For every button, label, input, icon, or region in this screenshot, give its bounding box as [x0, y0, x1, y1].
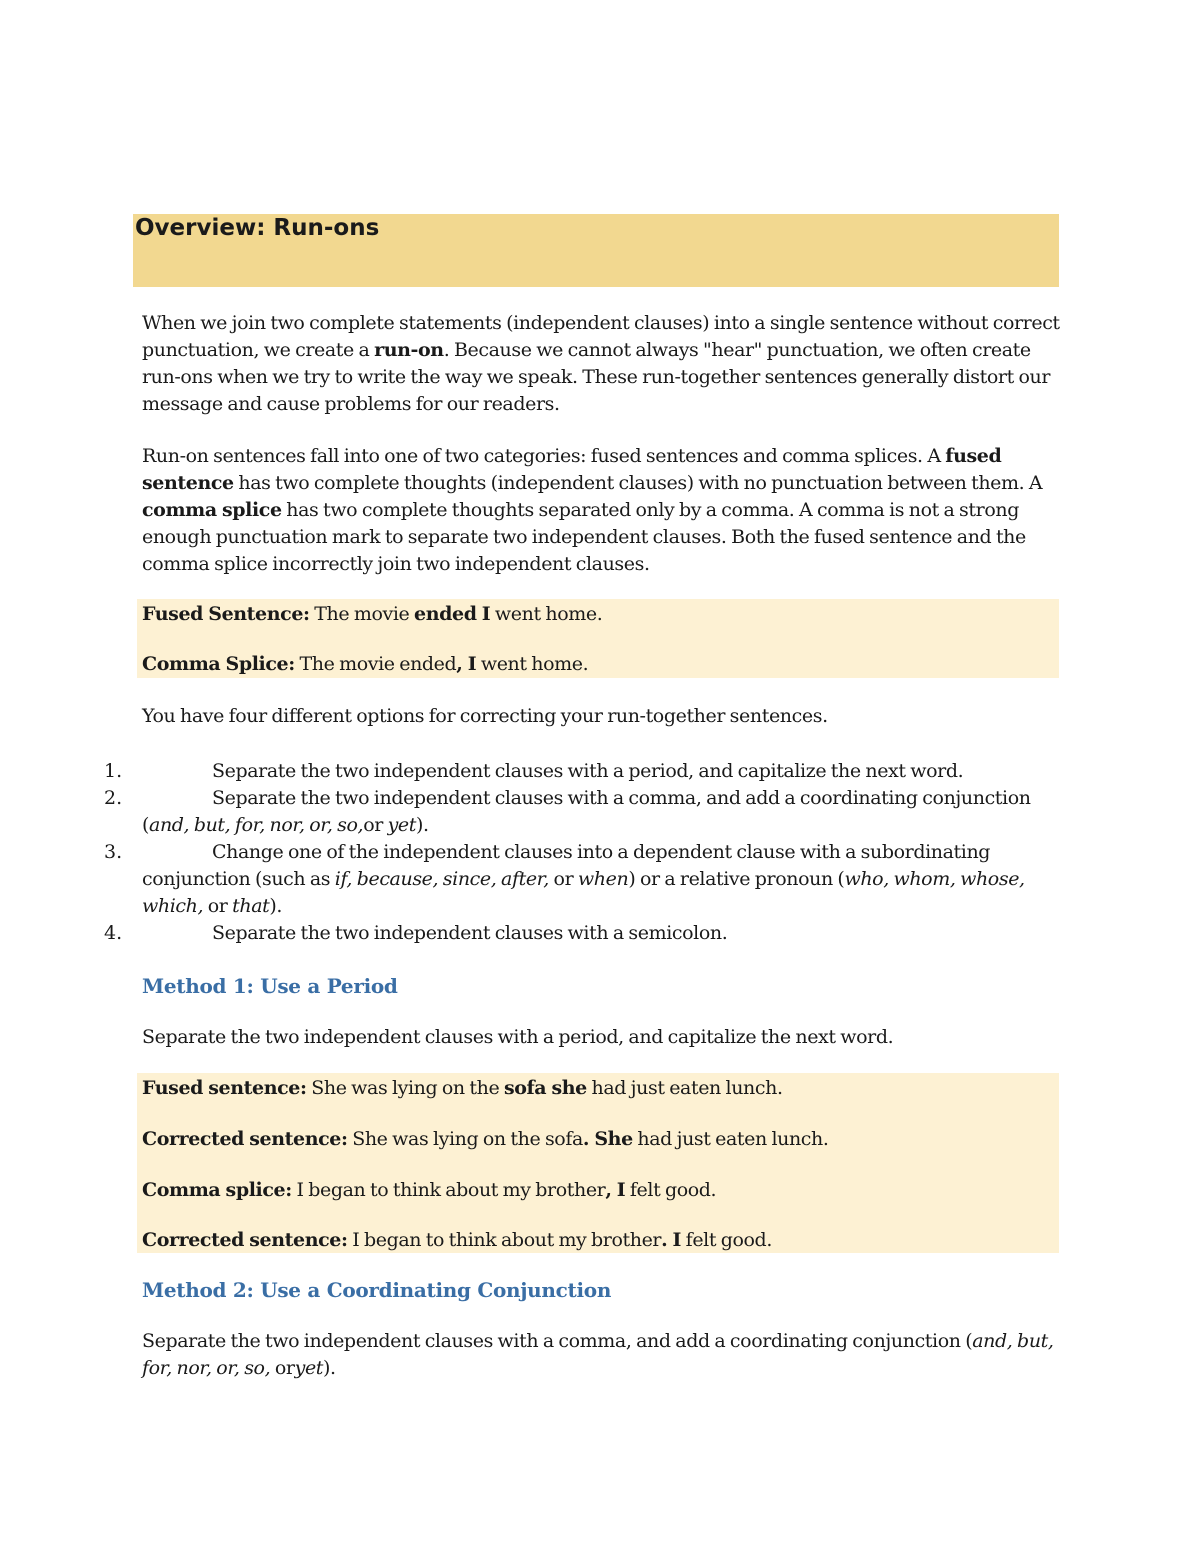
list-number-2: 2.: [104, 787, 123, 809]
example-splice-text-a: The movie ended: [294, 653, 457, 675]
method-2-text-e: ).: [323, 1357, 336, 1379]
list-item-2-text-e: ).: [415, 814, 429, 836]
method-1-ex4-text-a: I began to think about my brother: [347, 1229, 662, 1251]
list-item-3-text-g: or: [203, 895, 233, 917]
intro-p1-text-a: When we join two complete statements (independent clauses) into a single sentence without correct punctuation, we create a: [142, 312, 1060, 361]
list-item-3-that: that: [232, 895, 270, 917]
list-item-3: [142, 839, 1072, 920]
list-item-3-text-i: ).: [269, 895, 283, 917]
example-fused-sentence: [142, 601, 602, 628]
method-1-body: Separate the two independent clauses with a period, and capitalize the next word.: [142, 1026, 894, 1048]
method-1-ex1-text-b: sofa she: [503, 1077, 587, 1099]
method-1-ex3-label: Comma splice:: [142, 1179, 292, 1201]
example-fused-text-b: ended I: [414, 603, 491, 625]
list-item-3-text-e: ) or a relative pronoun (: [628, 868, 845, 890]
list-item-1: Separate the two independent clauses with a period, and capitalize the next word.: [212, 760, 964, 782]
list-item-2-conjunctions: and, but, for, nor, or, so,: [149, 814, 364, 836]
example-fused-text-a: The movie: [309, 603, 415, 625]
method-2-heading: Method 2: Use a Coordinating Conjunction: [142, 1278, 612, 1302]
method-1-example-splice: [142, 1177, 716, 1204]
intro-p2-term-splice: comma splice: [142, 499, 282, 521]
method-1-ex4-text-b: . I: [661, 1229, 682, 1251]
list-item-2-yet: yet: [387, 814, 416, 836]
intro-p1-text-c: . Because we cannot always "hear" punctuation, we often create run-ons when we try to write the way we speak. These run-together sentences generally distort our message and cause problems for our readers.: [142, 339, 1051, 415]
title-banner: [133, 214, 1059, 287]
method-1-ex2-text-c: had just eaten lunch.: [632, 1128, 829, 1150]
intro-p2-text-a: Run-on sentences fall into one of two categories: fused sentences and comma splices. A: [142, 445, 946, 467]
method-1-ex2-text-b: . She: [582, 1128, 633, 1150]
method-1-example-fused: [142, 1075, 783, 1102]
method-1-ex2-label: Corrected sentence:: [142, 1128, 348, 1150]
list-item-3-when: when: [577, 868, 629, 890]
method-2-text-c: or: [270, 1357, 295, 1379]
example-comma-splice: [142, 651, 588, 678]
intro-p2-term-fused: fused sentence: [142, 445, 1002, 494]
list-item-2: [142, 785, 1072, 839]
page-title: Overview: Run-ons: [135, 215, 380, 241]
method-1-ex3-text-b: , I: [605, 1179, 626, 1201]
intro-p1-term-run-on: run-on: [374, 339, 444, 361]
method-2-body: [142, 1328, 1072, 1382]
list-number-3: 3.: [104, 841, 123, 863]
list-item-3-text-c: or: [548, 868, 578, 890]
method-1-ex2-text-a: She was lying on the sofa: [347, 1128, 583, 1150]
example-splice-text-b: , I: [456, 653, 477, 675]
method-1-ex3-text-c: felt good.: [625, 1179, 717, 1201]
method-1-ex1-text-c: had just eaten lunch.: [586, 1077, 783, 1099]
example-splice-text-c: went home.: [476, 653, 589, 675]
method-1-ex1-label: Fused sentence:: [142, 1077, 307, 1099]
list-item-3-subordinators: if, because, since, after,: [334, 868, 549, 890]
method-1-ex4-text-c: felt good.: [681, 1229, 772, 1251]
list-item-2-text-c: or: [363, 814, 388, 836]
example-splice-label: Comma Splice:: [142, 653, 295, 675]
method-2-conjunctions: and, but, for, nor, or, so,: [142, 1330, 1054, 1379]
list-item-3-text-a: Change one of the independent clauses into a dependent clause with a subordinating conjunction (such as: [142, 841, 991, 890]
intro-paragraph-1: [142, 310, 1072, 418]
list-item-4: Separate the two independent clauses with a semicolon.: [212, 922, 728, 944]
method-1-heading: Method 1: Use a Period: [142, 974, 398, 998]
method-1-ex1-text-a: She was lying on the: [306, 1077, 504, 1099]
method-1-example-corrected-2: [142, 1227, 772, 1254]
intro-paragraph-2: [142, 443, 1072, 578]
intro-p2-text-c: has two complete thoughts (independent clauses) with no punctuation between them. A: [233, 472, 1043, 494]
intro-p2-text-e: has two complete thoughts separated only by a comma. A comma is not a strong enough punctuation mark to separate two independent clauses. Both the fused sentence and the comma splice incorrectly join two independent clauses.: [142, 499, 1026, 575]
method-1-ex4-label: Corrected sentence:: [142, 1229, 348, 1251]
list-number-1: 1.: [104, 760, 123, 782]
example-fused-label: Fused Sentence:: [142, 603, 310, 625]
method-1-example-corrected-1: [142, 1126, 829, 1153]
list-item-3-pronouns: who, whom, whose, which,: [142, 868, 1025, 917]
options-intro: You have four different options for correcting your run-together sentences.: [142, 705, 828, 727]
method-1-ex3-text-a: I began to think about my brother: [291, 1179, 606, 1201]
list-number-4: 4.: [104, 922, 123, 944]
method-2-yet: yet: [294, 1357, 324, 1379]
example-fused-text-c: went home.: [490, 603, 603, 625]
method-2-text-a: Separate the two independent clauses with a comma, and add a coordinating conjunction (: [142, 1330, 973, 1352]
list-item-2-text-a: Separate the two independent clauses with a comma, and add a coordinating conjunction (: [142, 787, 1031, 836]
